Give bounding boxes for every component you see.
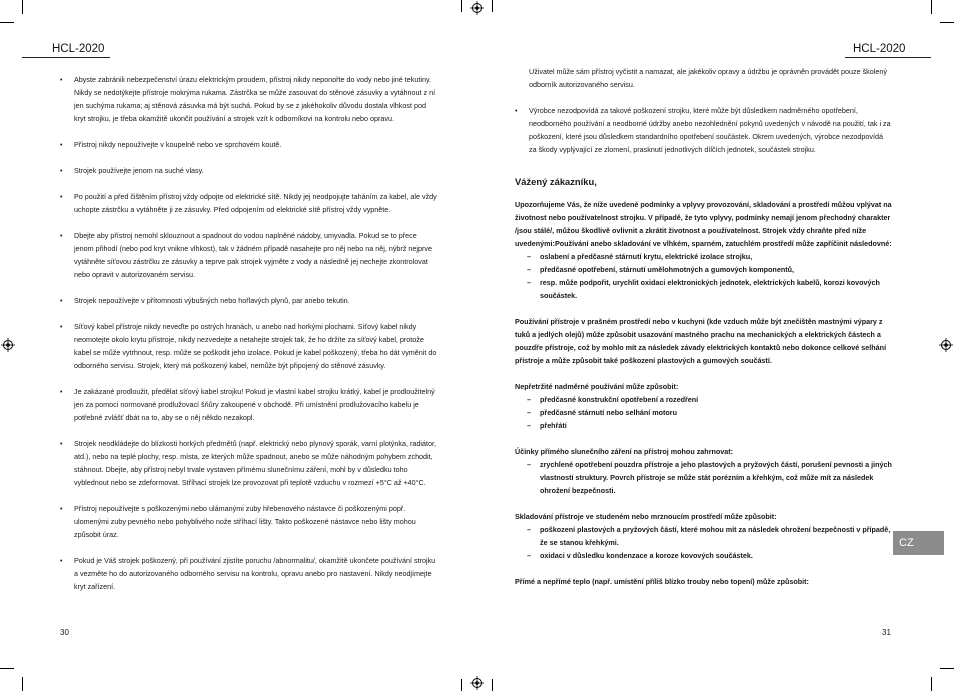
dash-list — [515, 523, 893, 562]
dash-list — [515, 458, 893, 497]
conditions-section — [515, 198, 893, 588]
list-item: • Abyste zabránili nebezpečenství úrazu elektrickým proudem, přístroj nikdy neponořte do vody nebo jiné tekutiny. Nikdy se nedotýkejte přístroje mokrýma rukama. Zástrčka se může zasouvat do stěnové zásuvky a vytáhnout z ní jen suchýma rukama; aj stěnová zásuvka má být suchá. Pokud by se z jakéhokoliv důvodu dostala vlhkost pod kryt strojku, je třeba okamžitě ukončit používání a strojek vzít k odborníkovi na kontrolu nebo opravu. — [60, 73, 438, 125]
section-paragraph: Účinky přímého slunečního záření na přístroj mohou zahrnovat: — [515, 447, 734, 456]
section-paragraph: Používání přístroje v prašném prostředí nebo v kuchyni (kde vzduch může být znečištěn mastnými výpary z tuků a jedlých olejů) může způsobit usazování mastného prachu na mechanických a elektrických částech a pouzdře přístroje, což by mohlo mít za následek závady elektrických kontaktů nebo dokonce celkové selhání přístroje a může způsobit také poškození plastových a gumových součástí. — [515, 317, 887, 365]
list-item: • Dbejte aby přístroj nemohl sklouznout a spadnout do vodou naplněné nádoby, umyvadla. Pokud se to přece jenom přihodí (nebo pod kryt vnikne vlhkost), tak v žádném případě nasahejte pro něj nebo na něj, nýbrž nejprve vytáhněte síťovou zástrčku ze zásuvky a teprve pak strojek vyjměte z vody a následně jej nechejte zkontrolovat nebo opravit v autorizovaném servisu. — [60, 229, 438, 281]
list-item: – poškození plastových a pryžových částí, které mohou mít za následek ohrožení bezpečnosti v případě, že se stanou křehkými. — [515, 523, 893, 549]
dash-list — [515, 393, 893, 432]
list-item: • Po použití a před čištěním přístroj vždy odpojte od elektrické sítě. Nikdy jej neodpojujte taháním za kabel, ale vždy uchopte zástrčku a vytáhněte ji ze zásuvky. Před odpojením od elektrické sítě přístroj vždy vypněte. — [60, 190, 438, 216]
greeting-heading: Vážený zákazníku, — [515, 176, 597, 187]
list-item: – přehřátí — [515, 419, 893, 432]
list-item: • Přístroj nepoužívejte s poškozenými nebo ulámanými zuby hřebenového nástavce či poškozenými popř. ulomenými zuby pevného nebo pohyblivého nože stříhací lišty. Takto poškozené nástavce nebo lišty mohou způsobit úraz. — [60, 502, 438, 541]
list-item: – oslabení a předčasné stárnutí krytu, elektrické izolace strojku, — [515, 250, 893, 263]
list-item: – předčasné konstrukční opotřebení a rozedření — [515, 393, 893, 406]
list-item: • Strojek používejte jenom na suché vlasy. — [60, 164, 438, 177]
model-header: HCL-2020 — [853, 43, 906, 55]
list-item: • Přístroj nikdy nepoužívejte v koupelně nebo ve sprchovém koutě. — [60, 138, 438, 151]
section-paragraph: Nepřetržité nadměrné používání může způsobit: — [515, 382, 679, 391]
section-paragraph: Upozorňujeme Vás, že níže uvedené podmínky a vplyvy provozování, skladování a prostředí můžou vplývat na životnost nebo používatelnost strojku. V případě, že tyto vplyvy, podmínky nemají jenom přechodný charakter /jsou stálé/, můžou škodlivě ovlivnit a zkrátit životnost a používatelnost. Strojek vždy chraňte před níže uvedenými:Používání anebo skladování ve vlhkém, sparném, zatuchlém prostředí může zapříčinit následovné: — [515, 200, 892, 248]
header-rule — [845, 57, 931, 58]
list-item: • Strojek neodkládejte do blízkosti horkých předmětů (např. elektrický nebo plynový sporák, varní plotýnka, radiátor, atd.), nebo na teplé plochy, resp. místa, ze kterých může spadnout, anebo se může náhodným pohybem zchodit, stáhnout. Dbejte, aby přístroj nebyl trvale vystaven přímému slunečnímu záření, mohl by v důsledku toho vyblednout nebo se zdeformovat. Stříhací strojek lze provozovat při teplotě vzduchu v rozmezí +5°C až +40°C. — [60, 437, 438, 489]
list-item: • Síťový kabel přístroje nikdy neveďte po ostrých hranách, u anebo nad horkými plochami. Síťový kabel nikdy neomotejte okolo krytu přístroje, nikdy nezvedejte a netahejte strojek tak, že ho držíte za síťový kabel, protože kabel se může vytrhnout, resp. může se poškodit jeho izolace. Pokud je kabel poškozený, třeba ho dát vyměnit do odborného servisu. Strojek, který má poškozený kabel, nemůže být připojený do stěnové zásuvky. — [60, 320, 438, 372]
page-right — [477, 0, 954, 691]
safety-list — [60, 73, 438, 606]
page-number: 30 — [60, 628, 69, 637]
header-rule — [22, 57, 110, 58]
list-item: • Strojek nepoužívejte v přítomnosti výbušných nebo hořlavých plynů, par anebo tekutin. — [60, 294, 438, 307]
language-tab: CZ — [893, 531, 944, 555]
list-item: • Výrobce nezodpovídá za takové poškození strojku, které může být důsledkem nadměrného opotřebení, neodborného používání a neodborné údržby anebo nezohlednění pokynů uvedených v návodě na použití, tak i za poškození, které jsou důsledkem standardního opotřebení součástek. Okrem uvedených, výrobce nezodpovídá za škody vyplývající ze zlomení, prasknutí jednotlivých dílčích jednotek, součástek strojku. — [515, 104, 891, 156]
model-header: HCL-2020 — [52, 43, 105, 55]
list-item: – předčasné stárnutí nebo selhání motoru — [515, 406, 893, 419]
intro-text: Uživatel může sám přístroj vyčistit a namazat, ale jakékoliv opravy a údržbu je oprávněn provádět pouze školený odborník autorizovaného servisu. — [529, 67, 887, 89]
page-number: 31 — [882, 628, 891, 637]
warranty-list — [515, 104, 891, 169]
list-item: • Je zakázané prodloužit, předělat síťový kabel strojku! Pokud je vlastní kabel strojku krátký, kabel je prodloužitelný jen za pomoci normované prodlužovací šňůry zakoupené v obchodě. Při umístnění prodlužovacího kabelu je potřebné zvlášť dbát na to, aby se o něj někdo nezakopl. — [60, 385, 438, 424]
dash-list — [515, 250, 893, 302]
list-item: – oxidaci v důsledku kondenzace a koroze kovových součástek. — [515, 549, 893, 562]
section-paragraph: Přímé a nepřímé teplo (např. umístění příliš blízko trouby nebo topení) může způsobit: — [515, 577, 809, 586]
list-item: • Pokud je Váš strojek poškozený, při používání zjistíte poruchu /abnormalitu/, okamžitě ukončete používání strojku a vezměte ho do autorizovaného odborného servisu na kontrolu, opravu anebo pro nastavení. Nikdy neodjímejte kryt zařízení. — [60, 554, 438, 593]
list-item: – resp. může podpořit, urychlit oxidaci elektronických jednotek, elektrických kabelů, korozi kovových součástek. — [515, 276, 893, 302]
section-paragraph: Skladování přístroje ve studeném nebo mrznoucím prostředí může způsobit: — [515, 512, 777, 521]
list-item: – předčasné opotřebení, stárnutí umělohmotných a gumových komponentů, — [515, 263, 893, 276]
list-item: – zrychlené opotřebení pouzdra přístroje a jeho plastových a pryžových částí, porušení pevnosti a jiných vlastností struktury. Povrch přístroje se může stát porézním a křehkým, což může mít za následek ohrožení bezpečnosti. — [515, 458, 893, 497]
